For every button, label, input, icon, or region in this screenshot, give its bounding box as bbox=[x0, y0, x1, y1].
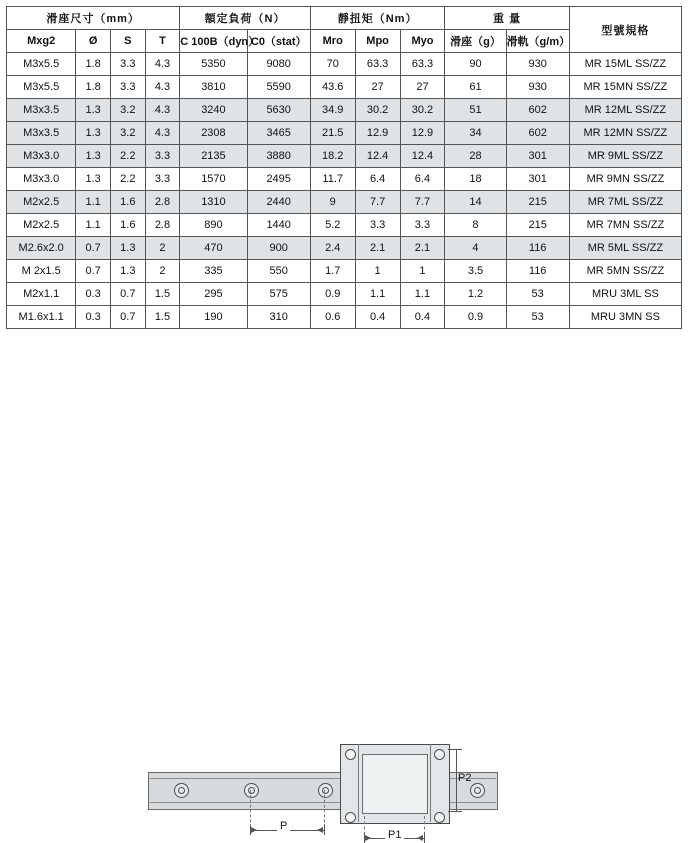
cell-mxg2: M3x5.5 bbox=[7, 53, 76, 76]
cell-mpo: 12.9 bbox=[355, 122, 400, 145]
cell-block-weight: 28 bbox=[445, 145, 506, 168]
cell-c100b: 2308 bbox=[180, 122, 247, 145]
cell-model: MR 15ML SS/ZZ bbox=[569, 53, 681, 76]
cell-s: 0.7 bbox=[110, 306, 145, 329]
cell-block-weight: 90 bbox=[445, 53, 506, 76]
cell-model: MR 9MN SS/ZZ bbox=[569, 168, 681, 191]
cell-mpo: 6.4 bbox=[355, 168, 400, 191]
group-header-model: 型號規格 bbox=[569, 7, 681, 53]
cell-mpo: 12.4 bbox=[355, 145, 400, 168]
cell-diameter: 0.3 bbox=[76, 283, 111, 306]
slider-mounting-hole bbox=[434, 812, 445, 823]
cell-block-weight: 1.2 bbox=[445, 283, 506, 306]
table-row bbox=[7, 53, 682, 76]
table-row bbox=[7, 260, 682, 283]
cell-model: MR 7MN SS/ZZ bbox=[569, 214, 681, 237]
cell-t: 3.3 bbox=[145, 168, 180, 191]
dimension-label-p: P bbox=[277, 820, 290, 832]
cell-s: 2.2 bbox=[110, 168, 145, 191]
cell-c100b: 1310 bbox=[180, 191, 247, 214]
cell-diameter: 1.8 bbox=[76, 53, 111, 76]
cell-rail-weight: 215 bbox=[506, 214, 569, 237]
cell-mpo: 0.4 bbox=[355, 306, 400, 329]
technical-drawing bbox=[0, 368, 688, 841]
cell-block-weight: 14 bbox=[445, 191, 506, 214]
cell-c100b: 890 bbox=[180, 214, 247, 237]
cell-block-weight: 51 bbox=[445, 99, 506, 122]
cell-rail-weight: 116 bbox=[506, 260, 569, 283]
cell-c0: 5630 bbox=[247, 99, 310, 122]
cell-myo: 1 bbox=[400, 260, 445, 283]
rail-mounting-hole bbox=[244, 783, 259, 798]
table-row bbox=[7, 283, 682, 306]
cell-rail-weight: 602 bbox=[506, 122, 569, 145]
cell-c100b: 5350 bbox=[180, 53, 247, 76]
cell-t: 4.3 bbox=[145, 76, 180, 99]
cell-diameter: 1.3 bbox=[76, 99, 111, 122]
cell-c0: 550 bbox=[247, 260, 310, 283]
sub-header-diameter: Ø bbox=[76, 30, 111, 53]
spec-sheet bbox=[0, 6, 688, 841]
cell-t: 4.3 bbox=[145, 99, 180, 122]
cell-c100b: 2135 bbox=[180, 145, 247, 168]
table-row bbox=[7, 191, 682, 214]
cell-c0: 9080 bbox=[247, 53, 310, 76]
cell-block-weight: 34 bbox=[445, 122, 506, 145]
dimension-tick bbox=[448, 811, 462, 812]
cell-rail-weight: 53 bbox=[506, 283, 569, 306]
cell-model: MRU 3ML SS bbox=[569, 283, 681, 306]
cell-diameter: 0.7 bbox=[76, 260, 111, 283]
group-header-weight: 重 量 bbox=[445, 7, 569, 30]
cell-c0: 2440 bbox=[247, 191, 310, 214]
cell-diameter: 1.3 bbox=[76, 145, 111, 168]
table-row bbox=[7, 214, 682, 237]
cell-mpo: 27 bbox=[355, 76, 400, 99]
cell-mro: 9 bbox=[310, 191, 355, 214]
cell-model: MR 12ML SS/ZZ bbox=[569, 99, 681, 122]
cell-block-weight: 4 bbox=[445, 237, 506, 260]
rail-mounting-hole bbox=[318, 783, 333, 798]
cell-s: 3.2 bbox=[110, 122, 145, 145]
cell-c100b: 3810 bbox=[180, 76, 247, 99]
cell-s: 1.3 bbox=[110, 260, 145, 283]
dimension-arrow bbox=[365, 835, 371, 841]
table-row bbox=[7, 306, 682, 329]
table-row bbox=[7, 237, 682, 260]
cell-mxg2: M 2x1.5 bbox=[7, 260, 76, 283]
cell-model: MR 15MN SS/ZZ bbox=[569, 76, 681, 99]
table-row bbox=[7, 76, 682, 99]
group-header-dimensions: 滑座尺寸（mm） bbox=[7, 7, 180, 30]
cell-mro: 5.2 bbox=[310, 214, 355, 237]
rail-mounting-hole bbox=[174, 783, 189, 798]
table-row bbox=[7, 99, 682, 122]
cell-c100b: 295 bbox=[180, 283, 247, 306]
dimension-arrow bbox=[251, 827, 257, 833]
cell-model: MR 5MN SS/ZZ bbox=[569, 260, 681, 283]
sub-header-mro: Mro bbox=[310, 30, 355, 53]
cell-mro: 2.4 bbox=[310, 237, 355, 260]
group-header-torque: 靜扭矩（Nm） bbox=[310, 7, 445, 30]
cell-s: 2.2 bbox=[110, 145, 145, 168]
cell-model: MR 7ML SS/ZZ bbox=[569, 191, 681, 214]
table-row bbox=[7, 122, 682, 145]
cell-myo: 27 bbox=[400, 76, 445, 99]
slider-mounting-hole bbox=[434, 749, 445, 760]
cell-mpo: 1.1 bbox=[355, 283, 400, 306]
cell-t: 4.3 bbox=[145, 53, 180, 76]
cell-myo: 3.3 bbox=[400, 214, 445, 237]
cell-t: 2.8 bbox=[145, 214, 180, 237]
cell-block-weight: 3.5 bbox=[445, 260, 506, 283]
cell-s: 1.6 bbox=[110, 214, 145, 237]
sub-header-mxg2: Mxg2 bbox=[7, 30, 76, 53]
cell-s: 0.7 bbox=[110, 283, 145, 306]
cell-c100b: 335 bbox=[180, 260, 247, 283]
cell-mpo: 3.3 bbox=[355, 214, 400, 237]
cell-model: MRU 3MN SS bbox=[569, 306, 681, 329]
cell-block-weight: 8 bbox=[445, 214, 506, 237]
cell-mxg2: M3x3.0 bbox=[7, 145, 76, 168]
sub-header-s: S bbox=[110, 30, 145, 53]
cell-rail-weight: 53 bbox=[506, 306, 569, 329]
cell-mxg2: M1.6x1.1 bbox=[7, 306, 76, 329]
dimension-tick bbox=[324, 825, 325, 835]
dimension-arrow bbox=[417, 835, 423, 841]
cell-mro: 18.2 bbox=[310, 145, 355, 168]
cell-mpo: 7.7 bbox=[355, 191, 400, 214]
cell-mxg2: M3x3.0 bbox=[7, 168, 76, 191]
cell-myo: 0.4 bbox=[400, 306, 445, 329]
slider-mounting-hole bbox=[345, 812, 356, 823]
cell-t: 2 bbox=[145, 260, 180, 283]
cell-block-weight: 18 bbox=[445, 168, 506, 191]
cell-rail-weight: 215 bbox=[506, 191, 569, 214]
cell-mro: 0.6 bbox=[310, 306, 355, 329]
dimension-label-p2: P2 bbox=[458, 772, 472, 784]
cell-diameter: 1.3 bbox=[76, 122, 111, 145]
cell-c0: 3465 bbox=[247, 122, 310, 145]
cell-t: 2 bbox=[145, 237, 180, 260]
cell-c0: 1440 bbox=[247, 214, 310, 237]
cell-diameter: 1.8 bbox=[76, 76, 111, 99]
sub-header-rail-weight: 滑軌（g/m） bbox=[506, 30, 569, 53]
cell-mxg2: M2x2.5 bbox=[7, 191, 76, 214]
cell-t: 3.3 bbox=[145, 145, 180, 168]
cell-rail-weight: 930 bbox=[506, 53, 569, 76]
cell-rail-weight: 930 bbox=[506, 76, 569, 99]
cell-myo: 63.3 bbox=[400, 53, 445, 76]
cell-block-weight: 0.9 bbox=[445, 306, 506, 329]
cell-mpo: 30.2 bbox=[355, 99, 400, 122]
cell-model: MR 12MN SS/ZZ bbox=[569, 122, 681, 145]
cell-mro: 11.7 bbox=[310, 168, 355, 191]
dimension-tick bbox=[448, 749, 462, 750]
sub-header-mpo: Mpo bbox=[355, 30, 400, 53]
rail-mounting-hole bbox=[470, 783, 485, 798]
cell-t: 1.5 bbox=[145, 306, 180, 329]
cell-c0: 3880 bbox=[247, 145, 310, 168]
cell-c0: 900 bbox=[247, 237, 310, 260]
cell-s: 3.3 bbox=[110, 53, 145, 76]
cell-myo: 2.1 bbox=[400, 237, 445, 260]
sub-header-myo: Myo bbox=[400, 30, 445, 53]
table-row bbox=[7, 145, 682, 168]
cell-s: 3.3 bbox=[110, 76, 145, 99]
dimension-tick bbox=[424, 833, 425, 843]
cell-mro: 34.9 bbox=[310, 99, 355, 122]
cell-t: 4.3 bbox=[145, 122, 180, 145]
dimension-label-p1: P1 bbox=[385, 829, 404, 841]
cell-diameter: 0.7 bbox=[76, 237, 111, 260]
cell-c100b: 3240 bbox=[180, 99, 247, 122]
cell-mro: 43.6 bbox=[310, 76, 355, 99]
cell-t: 1.5 bbox=[145, 283, 180, 306]
cell-c0: 575 bbox=[247, 283, 310, 306]
cell-mro: 0.9 bbox=[310, 283, 355, 306]
cell-diameter: 0.3 bbox=[76, 306, 111, 329]
cell-mxg2: M3x5.5 bbox=[7, 76, 76, 99]
cell-diameter: 1.3 bbox=[76, 168, 111, 191]
cell-myo: 12.4 bbox=[400, 145, 445, 168]
cell-rail-weight: 602 bbox=[506, 99, 569, 122]
cell-c0: 5590 bbox=[247, 76, 310, 99]
specification-table bbox=[6, 6, 682, 329]
cell-myo: 1.1 bbox=[400, 283, 445, 306]
cell-s: 3.2 bbox=[110, 99, 145, 122]
cell-rail-weight: 301 bbox=[506, 145, 569, 168]
table-row bbox=[7, 168, 682, 191]
cell-c100b: 1570 bbox=[180, 168, 247, 191]
cell-myo: 7.7 bbox=[400, 191, 445, 214]
cell-rail-weight: 116 bbox=[506, 237, 569, 260]
cell-mro: 1.7 bbox=[310, 260, 355, 283]
cell-mxg2: M3x3.5 bbox=[7, 99, 76, 122]
cell-c0: 310 bbox=[247, 306, 310, 329]
cell-c100b: 470 bbox=[180, 237, 247, 260]
cell-c0: 2495 bbox=[247, 168, 310, 191]
cell-myo: 12.9 bbox=[400, 122, 445, 145]
cell-mxg2: M3x3.5 bbox=[7, 122, 76, 145]
table-body bbox=[7, 53, 682, 329]
slider-mounting-hole bbox=[345, 749, 356, 760]
cell-mpo: 63.3 bbox=[355, 53, 400, 76]
cell-model: MR 9ML SS/ZZ bbox=[569, 145, 681, 168]
cell-mpo: 2.1 bbox=[355, 237, 400, 260]
cell-mro: 21.5 bbox=[310, 122, 355, 145]
cell-myo: 6.4 bbox=[400, 168, 445, 191]
group-header-row bbox=[7, 7, 682, 30]
cell-diameter: 1.1 bbox=[76, 214, 111, 237]
cell-myo: 30.2 bbox=[400, 99, 445, 122]
cell-mxg2: M2x2.5 bbox=[7, 214, 76, 237]
cell-mxg2: M2.6x2.0 bbox=[7, 237, 76, 260]
sub-header-t: T bbox=[145, 30, 180, 53]
group-header-load: 額定負荷（N） bbox=[180, 7, 311, 30]
cell-diameter: 1.1 bbox=[76, 191, 111, 214]
cell-c100b: 190 bbox=[180, 306, 247, 329]
sub-header-block-weight: 滑座（g） bbox=[445, 30, 506, 53]
cell-mxg2: M2x1.1 bbox=[7, 283, 76, 306]
slider-block-core bbox=[362, 754, 428, 814]
cell-block-weight: 61 bbox=[445, 76, 506, 99]
cell-rail-weight: 301 bbox=[506, 168, 569, 191]
dimension-arrow bbox=[317, 827, 323, 833]
dimension-line-p2 bbox=[456, 749, 457, 811]
cell-s: 1.6 bbox=[110, 191, 145, 214]
cell-t: 2.8 bbox=[145, 191, 180, 214]
cell-mro: 70 bbox=[310, 53, 355, 76]
cell-s: 1.3 bbox=[110, 237, 145, 260]
cell-mpo: 1 bbox=[355, 260, 400, 283]
cell-model: MR 5ML SS/ZZ bbox=[569, 237, 681, 260]
sub-header-c100b: C 100B（dyn） bbox=[180, 30, 247, 53]
sub-header-c0: C0（stat） bbox=[247, 30, 310, 53]
